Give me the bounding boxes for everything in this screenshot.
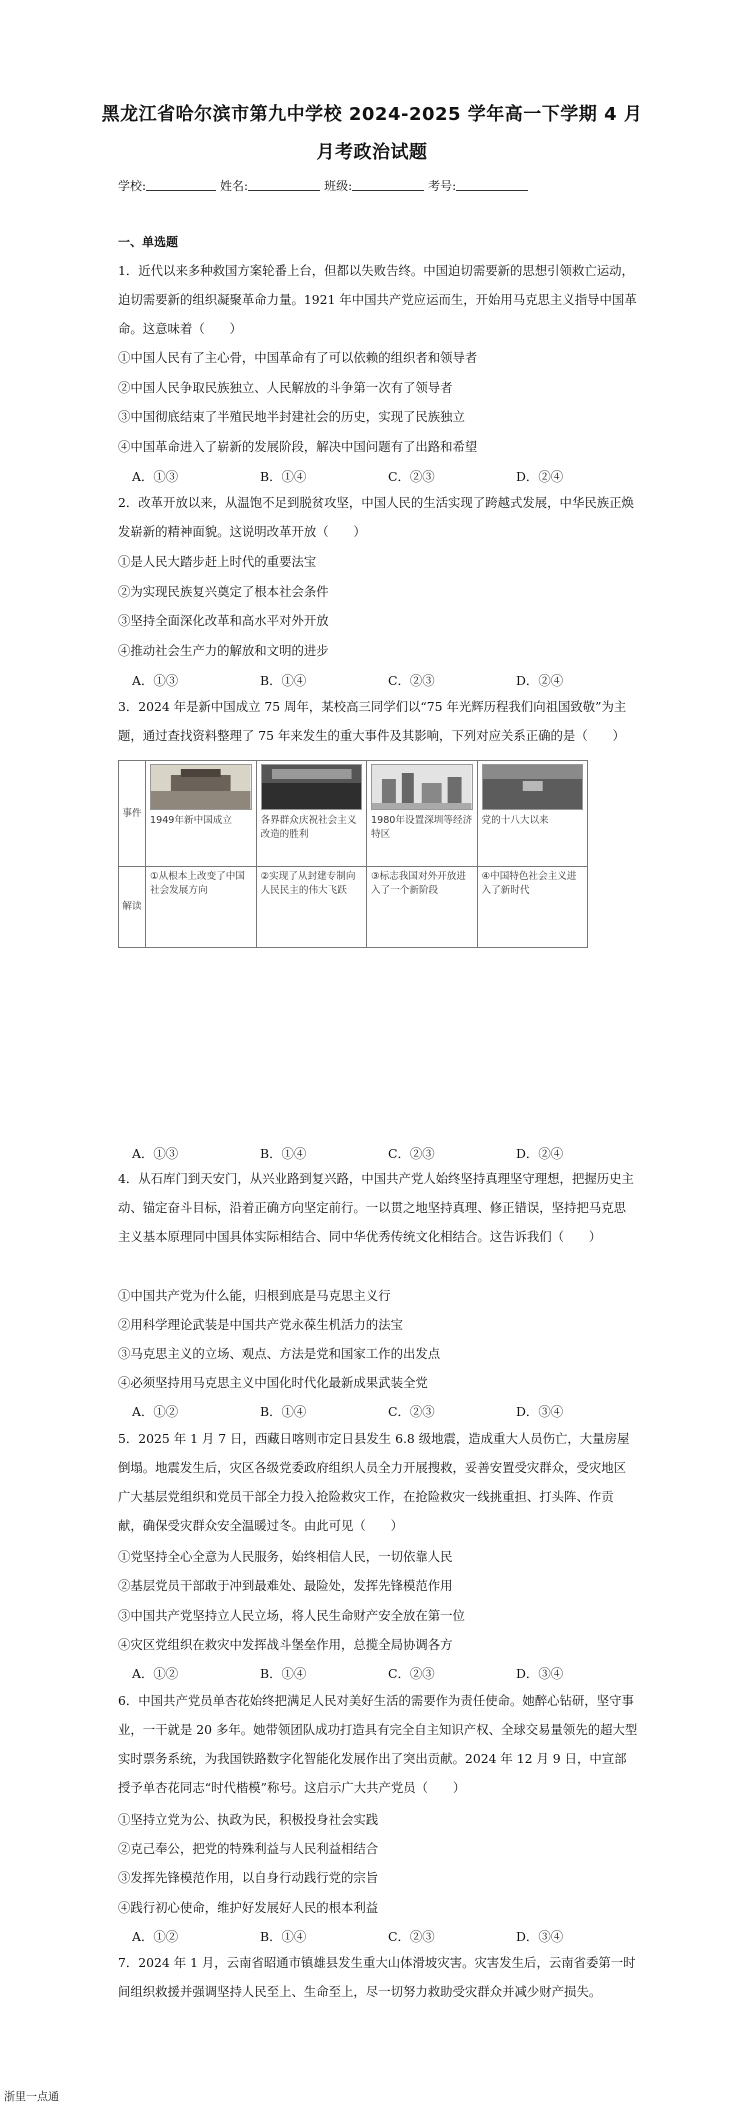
question-1-choices (132, 467, 632, 485)
name-label: 姓名: (220, 179, 249, 193)
question-4-stem: 4．从石库门到天安门，从兴业路到复兴路，中国共产党人始终坚持真理坚守理想，把握历史主动、锚定奋斗目标，沿着正确方向坚定前行。一以贯之地坚持真理、修正错误，坚持把马克思主义基本原理同中国具体实际相结合、同中华优秀传统文化相结合。这告诉我们（ ） (118, 1171, 634, 1244)
row-header-events: 事件 (119, 761, 146, 867)
choice-c[interactable]: C．②③ (388, 1404, 435, 1419)
question-6-stem: 6．中国共产党员单杏花始终把满足人民对美好生活的需要作为责任使命。她醉心钻研，坚守事业，一干就是 20 多年。她带领团队成功打造具有完全自主知识产权、全球交易量领先的超大型实时票务系统，为我国铁路数字化智能化发展作出了突出贡献。2024 年 12 月 9 日，中宣部授予单杏花同志“时代楷模”称号。这启示广大共产党员（ ） (118, 1693, 638, 1795)
name-field[interactable] (248, 177, 320, 191)
choice-d[interactable]: D．③④ (516, 1929, 564, 1944)
class-field[interactable] (352, 177, 424, 191)
event-caption: 各界群众庆祝社会主义改造的胜利 (260, 815, 357, 840)
choice-b[interactable]: B．①④ (260, 1666, 307, 1681)
choice-b[interactable]: B．①④ (260, 1929, 307, 1944)
question-1-stem: 1．近代以来多种救国方案轮番上台，但都以失败告终。中国迫切需要新的思想引领救亡运动，迫切需要新的组织凝聚革命力量。1921 年中国共产党应运而生，开始用马克思主义指导中国革命。这意味着（ ） (118, 263, 637, 336)
events-table (118, 760, 588, 948)
choice-d[interactable]: D．②④ (516, 673, 564, 688)
footer-watermark: 浙里一点通 (4, 2090, 59, 2103)
number-label: 考号: (428, 179, 457, 193)
choice-a[interactable]: A．①② (132, 1404, 179, 1419)
question-1-option: ④中国革命进入了崭新的发展阶段，解决中国问题有了出路和希望 (118, 439, 478, 454)
choice-c[interactable]: C．②③ (388, 469, 435, 484)
interpretation-cell: ④中国特色社会主义进入了新时代 (477, 867, 588, 948)
question-1-option: ③中国彻底结束了半殖民地半封建社会的历史，实现了民族独立 (118, 409, 465, 424)
question-4-choices (132, 1402, 632, 1420)
choice-a[interactable]: A．①③ (132, 469, 179, 484)
interpretations-row (119, 867, 588, 948)
question-6-option: ④践行初心使命，维护好发展好人民的根本利益 (118, 1900, 379, 1915)
choice-d[interactable]: D．③④ (516, 1404, 564, 1419)
interpretation-cell: ③标志我国对外开放进入了一个新阶段 (367, 867, 478, 948)
page-title-line1: 黑龙江省哈尔滨市第九中学校 2024-2025 学年高一下学期 4 月 (101, 104, 643, 125)
choice-a[interactable]: A．①③ (132, 673, 179, 688)
question-2-option: ②为实现民族复兴奠定了根本社会条件 (118, 584, 329, 599)
question-1-option: ②中国人民争取民族独立、人民解放的斗争第一次有了领导者 (118, 380, 453, 395)
events-row (119, 761, 588, 867)
event-caption: 1980年设置深圳等经济特区 (371, 815, 473, 840)
event-cell (256, 761, 367, 867)
question-6-choices (132, 1927, 632, 1945)
event-photo-shenzhen (371, 764, 473, 810)
event-photo-congress (482, 764, 584, 810)
question-5-option: ④灾区党组织在救灾中发挥战斗堡垒作用，总揽全局协调各方 (118, 1637, 453, 1652)
choice-b[interactable]: B．①④ (260, 469, 307, 484)
choice-b[interactable]: B．①④ (260, 673, 307, 688)
event-caption: 党的十八大以来 (481, 815, 549, 826)
question-4-option: ③马克思主义的立场、观点、方法是党和国家工作的出发点 (118, 1346, 441, 1361)
school-label: 学校: (118, 179, 147, 193)
interpretation-cell: ①从根本上改变了中国社会发展方向 (146, 867, 257, 948)
choice-b[interactable]: B．①④ (260, 1146, 307, 1161)
choice-b[interactable]: B．①④ (260, 1404, 307, 1419)
question-2-option: ④推动社会生产力的解放和文明的进步 (118, 643, 329, 658)
question-5-option: ③中国共产党坚持立人民立场，将人民生命财产安全放在第一位 (118, 1608, 465, 1623)
question-7-stem: 7．2024 年 1 月，云南省昭通市镇雄县发生重大山体滑坡灾害。灾害发生后，云南省委第一时间组织救援并强调坚持人民至上、生命至上，尽一切努力救助受灾群众并减少财产损失。 (118, 1955, 636, 1999)
question-6-option: ②克己奉公，把党的特殊利益与人民利益相结合 (118, 1841, 379, 1856)
question-6-option: ③发挥先锋模范作用，以自身行动践行党的宗旨 (118, 1870, 379, 1885)
question-4-option: ④必须坚持用马克思主义中国化时代化最新成果武装全党 (118, 1375, 428, 1390)
choice-c[interactable]: C．②③ (388, 1666, 435, 1681)
question-5-choices (132, 1664, 632, 1682)
question-4-option: ①中国共产党为什么能，归根到底是马克思主义行 (118, 1288, 391, 1303)
event-cell (477, 761, 588, 867)
choice-c[interactable]: C．②③ (388, 673, 435, 688)
choice-c[interactable]: C．②③ (388, 1146, 435, 1161)
choice-d[interactable]: D．②④ (516, 469, 564, 484)
question-1-option: ①中国人民有了主心骨，中国革命有了可以依赖的组织者和领导者 (118, 350, 478, 365)
school-field[interactable] (146, 177, 216, 191)
event-photo-celebration (261, 764, 363, 810)
question-2-option: ③坚持全面深化改革和高水平对外开放 (118, 613, 329, 628)
question-5-option: ①党坚持全心全意为人民服务，始终相信人民，一切依靠人民 (118, 1549, 453, 1564)
question-2-stem: 2．改革开放以来，从温饱不足到脱贫攻坚，中国人民的生活实现了跨越式发展，中华民族正焕发崭新的精神面貌。这说明改革开放（ ） (118, 495, 634, 539)
question-3-choices (132, 1144, 632, 1162)
question-2-choices (132, 671, 632, 689)
class-label: 班级: (324, 179, 353, 193)
choice-a[interactable]: A．①③ (132, 1146, 179, 1161)
question-3-stem: 3．2024 年是新中国成立 75 周年，某校高三同学们以“75 年光辉历程我们向祖国致敬”为主题，通过查找资料整理了 75 年来发生的重大事件及其影响，下列对应关系正确的是（ ） (118, 699, 627, 743)
event-cell (367, 761, 478, 867)
choice-a[interactable]: A．①② (132, 1666, 179, 1681)
question-6-option: ①坚持立党为公、执政为民，积极投身社会实践 (118, 1812, 379, 1827)
question-2-option: ①是人民大踏步赶上时代的重要法宝 (118, 554, 317, 569)
page-title-line2: 月考政治试题 (316, 142, 428, 163)
choice-c[interactable]: C．②③ (388, 1929, 435, 1944)
student-info-line (118, 177, 638, 194)
question-4-option: ②用科学理论武装是中国共产党永葆生机活力的法宝 (118, 1317, 403, 1332)
choice-a[interactable]: A．①② (132, 1929, 179, 1944)
event-cell (146, 761, 257, 867)
choice-d[interactable]: D．②④ (516, 1146, 564, 1161)
event-caption: 1949年新中国成立 (150, 815, 232, 826)
interpretation-cell: ②实现了从封建专制向人民民主的伟大飞跃 (256, 867, 367, 948)
section-heading: 一、单选题 (118, 235, 179, 249)
question-5-option: ②基层党员干部敢于冲到最难处、最险处，发挥先锋模范作用 (118, 1578, 453, 1593)
row-header-interpretation: 解读 (119, 867, 146, 948)
question-5-stem: 5．2025 年 1 月 7 日，西藏日喀则市定日县发生 6.8 级地震，造成重大人员伤亡，大量房屋倒塌。地震发生后，灾区各级党委政府组织人员全力开展搜救，妥善安置受灾群众，受灾地区广大基层党组织和党员干部全力投入抢险救灾工作，在抢险救灾一线挑重担、打头阵、作贡献，确保受灾群众安全温暖过冬。由此可见（ ） (118, 1431, 630, 1533)
choice-d[interactable]: D．③④ (516, 1666, 564, 1681)
number-field[interactable] (456, 177, 528, 191)
event-photo-1949 (150, 764, 252, 810)
